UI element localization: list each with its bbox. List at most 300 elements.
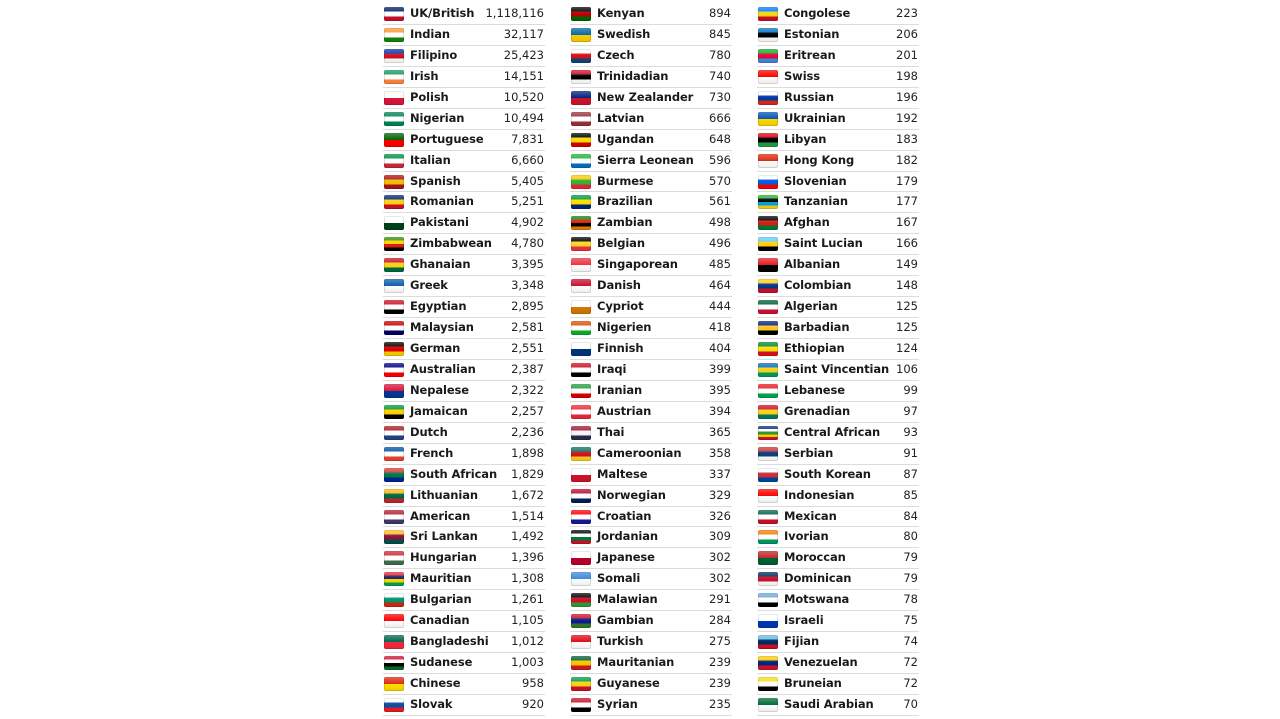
table-row: [383, 4, 545, 25]
nationality-count: 894: [709, 6, 731, 20]
nationality-name: Jamaican: [410, 403, 468, 418]
nationality-name: Saint Lucian: [784, 236, 863, 251]
trinidad-flag-icon: [571, 70, 591, 84]
nationality-name: Swiss: [784, 68, 821, 83]
nationality-name: Sri Lankan: [410, 529, 478, 544]
nationality-count: 223: [896, 6, 918, 20]
table-row: [757, 465, 919, 486]
table-row: [383, 234, 545, 255]
nationality-name: Malaysian: [410, 320, 474, 335]
nationality-name: Zambian: [597, 215, 653, 230]
iran-flag-icon: [571, 384, 591, 398]
nationality-name: Saint Vincentian: [784, 361, 890, 376]
thailand-flag-icon: [571, 426, 591, 440]
nationality-count: 485: [709, 257, 731, 272]
nationality-name: Nigerian: [410, 110, 465, 125]
denmark-flag-icon: [571, 279, 591, 293]
poland-flag-icon: [384, 91, 404, 105]
table-row: [757, 569, 919, 590]
jordan-flag-icon: [571, 530, 591, 544]
nationality-count: 358: [709, 445, 731, 460]
nationality-count: 91: [903, 445, 918, 460]
mexico-flag-icon: [758, 510, 778, 524]
table-row: [757, 130, 919, 151]
pakistan-flag-icon: [384, 216, 404, 230]
table-row: [757, 213, 919, 234]
nationality-name: Congolese: [784, 6, 851, 20]
egypt-flag-icon: [384, 300, 404, 314]
nationality-count: 3,348: [511, 278, 544, 293]
nationality-name: Tanzanian: [784, 194, 848, 209]
table-row: [383, 339, 545, 360]
nationality-name: Japanese: [597, 550, 655, 565]
mauritania-flag-icon: [571, 656, 591, 670]
table-row: [570, 360, 732, 381]
zimbabwe-flag-icon: [384, 237, 404, 251]
nationality-name: Serbian: [784, 445, 834, 460]
nationality-name: New Zealander: [597, 89, 694, 104]
table-row: [383, 276, 545, 297]
nationality-name: Albanian: [784, 257, 841, 272]
myanmar-flag-icon: [571, 175, 591, 189]
table-row: [383, 381, 545, 402]
ukraine-flag-icon: [758, 112, 778, 126]
nationality-name: Iranian: [597, 382, 643, 397]
nationality-count: 6,660: [511, 152, 544, 167]
table-row: [383, 46, 545, 67]
nationality-name: Somali: [597, 571, 641, 586]
nationality-count: 570: [709, 173, 731, 188]
nationality-name: Israeli: [784, 613, 824, 628]
nationality-count: 87: [903, 466, 918, 481]
nationality-name: Romanian: [410, 194, 474, 209]
indonesia-flag-icon: [758, 489, 778, 503]
nationality-count: 2,257: [511, 403, 544, 418]
table-row: [383, 402, 545, 423]
table-row: [570, 297, 732, 318]
nationality-count: 302: [709, 550, 731, 565]
nationality-name: Nepalese: [410, 382, 470, 397]
table-row: [757, 423, 919, 444]
nationality-count: 239: [709, 676, 731, 690]
nationality-name: Lithuanian: [410, 487, 478, 502]
nationality-count: 920: [522, 696, 544, 711]
estonia-flag-icon: [758, 28, 778, 42]
nationality-count: 78: [903, 592, 918, 607]
norway-flag-icon: [571, 489, 591, 503]
netherlands-flag-icon: [384, 426, 404, 440]
nationality-name: Thai: [597, 424, 625, 439]
nationality-count: 79: [903, 571, 918, 586]
cyprus-flag-icon: [571, 300, 591, 314]
nationality-count: 4,780: [511, 236, 544, 251]
nationality-count: 10,494: [503, 110, 544, 125]
table-row: [570, 569, 732, 590]
nationality-table: [383, 4, 919, 716]
nationality-name: Danish: [597, 278, 641, 293]
table-row: [757, 527, 919, 548]
nationality-name: Czech: [597, 47, 635, 62]
table-row: [383, 172, 545, 193]
nationality-name: French: [410, 445, 454, 460]
nationality-count: 395: [709, 382, 731, 397]
nationality-count: 166: [896, 236, 918, 251]
nationality-count: 1,261: [511, 592, 544, 607]
nationality-count: 72: [903, 676, 918, 690]
nationality-name: Singaporean: [597, 257, 678, 272]
nationality-count: 2,236: [511, 424, 544, 439]
nationality-name: Iraqi: [597, 361, 627, 376]
table-row: [570, 151, 732, 172]
nationality-count: 418: [709, 320, 731, 335]
table-row: [570, 507, 732, 528]
nationality-count: 106: [896, 361, 918, 376]
table-row: [383, 548, 545, 569]
portugal-flag-icon: [384, 133, 404, 147]
nationality-name: Ukrainian: [784, 110, 846, 125]
dominican-flag-icon: [758, 572, 778, 586]
nationality-count: 1,396: [511, 550, 544, 565]
brazil-flag-icon: [571, 195, 591, 209]
greece-flag-icon: [384, 279, 404, 293]
nationality-name: Indian: [410, 26, 450, 41]
table-row: [383, 88, 545, 109]
nationality-name: Central African: [784, 424, 881, 439]
nationality-count: 74: [903, 634, 918, 649]
nationality-name: Trinidadian: [597, 68, 669, 83]
russia-flag-icon: [758, 91, 778, 105]
table-row: [570, 67, 732, 88]
barbados-flag-icon: [758, 321, 778, 335]
table-row: [570, 276, 732, 297]
india-flag-icon: [384, 28, 404, 42]
cameroon-flag-icon: [571, 447, 591, 461]
serbia-flag-icon: [758, 447, 778, 461]
table-row: [383, 151, 545, 172]
malaysia-flag-icon: [384, 321, 404, 335]
nationality-count: 1,672: [511, 487, 544, 502]
brunei-flag-icon: [758, 677, 778, 691]
dr-congo-flag-icon: [758, 7, 778, 21]
nationality-name: Motswana: [784, 592, 850, 607]
nationality-count: 5,251: [511, 194, 544, 209]
nationality-count: 5,405: [511, 173, 544, 188]
nationality-count: 1,308: [511, 571, 544, 586]
venezuela-flag-icon: [758, 656, 778, 670]
nationality-name: Swedish: [597, 26, 651, 41]
nationality-name: German: [410, 341, 461, 355]
gambia-flag-icon: [571, 614, 591, 628]
bangladesh-flag-icon: [384, 635, 404, 649]
nationality-count: 32,117: [503, 26, 544, 41]
table-row: [757, 88, 919, 109]
table-row: [383, 695, 545, 716]
nationality-count: 75: [903, 613, 918, 628]
lithuania-flag-icon: [384, 489, 404, 503]
nationality-name: Eritrean: [784, 47, 836, 62]
nationality-name: Bulgarian: [410, 592, 472, 607]
table-row: [757, 172, 919, 193]
nationality-name: Irish: [410, 68, 439, 83]
nationality-count: 182: [896, 152, 918, 167]
nationality-count: 179: [896, 173, 918, 188]
nationality-name: Colombian: [784, 278, 852, 293]
australia-flag-icon: [384, 363, 404, 377]
usa-flag-icon: [384, 510, 404, 524]
nationality-name: Latvian: [597, 110, 645, 125]
nationality-count: 10,520: [503, 89, 544, 104]
nationality-name: Egyptian: [410, 299, 467, 314]
nationality-name: Finnish: [597, 341, 644, 355]
table-row: [570, 318, 732, 339]
nationality-name: Italian: [410, 152, 451, 167]
table-row: [757, 297, 919, 318]
czech-flag-icon: [571, 49, 591, 63]
nationality-name: Maltese: [597, 466, 648, 481]
sri-lanka-flag-icon: [384, 530, 404, 544]
table-row: [383, 109, 545, 130]
table-row: [757, 507, 919, 528]
saint-lucia-flag-icon: [758, 237, 778, 251]
nationality-count: 275: [709, 634, 731, 649]
nationality-name: Libyan: [784, 131, 827, 146]
table-row: [757, 46, 919, 67]
nationality-name: Venezuelan: [784, 655, 858, 670]
nationality-name: Cameroonian: [597, 445, 682, 460]
nationality-count: 99: [903, 382, 918, 397]
nationality-name: Bangladeshi: [410, 634, 489, 649]
table-row: [570, 486, 732, 507]
nationality-count: 596: [709, 152, 731, 167]
zambia-flag-icon: [571, 216, 591, 230]
table-row: [757, 360, 919, 381]
table-row: [570, 255, 732, 276]
nationality-count: 4,902: [511, 215, 544, 230]
nationality-count: 1,829: [511, 466, 544, 481]
nationality-count: 70: [903, 696, 918, 711]
table-row: [570, 590, 732, 611]
grenada-flag-icon: [758, 405, 778, 419]
lebanon-flag-icon: [758, 384, 778, 398]
table-row: [570, 695, 732, 716]
nationality-name: Afghan: [784, 215, 830, 230]
table-row: [757, 548, 919, 569]
sudan-flag-icon: [384, 656, 404, 670]
nationality-count: 291: [709, 592, 731, 607]
table-row: [570, 88, 732, 109]
nationality-count: 206: [896, 26, 918, 41]
nationality-count: 7,831: [511, 131, 544, 146]
nationality-name: Pakistani: [410, 215, 469, 230]
nationality-count: 97: [903, 403, 918, 418]
nationality-name: Burmese: [597, 173, 654, 188]
table-row: [570, 548, 732, 569]
israel-flag-icon: [758, 614, 778, 628]
nationality-name: Estonian: [784, 26, 840, 41]
nationality-count: 80: [903, 529, 918, 544]
table-row: [570, 674, 732, 695]
table-column-3: [757, 4, 919, 716]
fiji-flag-icon: [758, 635, 778, 649]
table-row: [757, 486, 919, 507]
saudi-arabia-flag-icon: [758, 698, 778, 712]
table-row: [383, 611, 545, 632]
nationality-name: Hong Kong: [784, 152, 855, 167]
nationality-count: 149: [896, 257, 918, 272]
table-row: [757, 339, 919, 360]
botswana-flag-icon: [758, 593, 778, 607]
nationality-name: Nigerien: [597, 320, 652, 335]
table-row: [757, 234, 919, 255]
nationality-count: 2,322: [511, 382, 544, 397]
nationality-name: Greek: [410, 278, 448, 293]
table-row: [570, 381, 732, 402]
nationality-name: Kenyan: [597, 6, 645, 20]
table-row: [570, 632, 732, 653]
nationality-name: Canadian: [410, 613, 470, 628]
iraq-flag-icon: [571, 363, 591, 377]
nationality-count: 309: [709, 529, 731, 544]
nationality-name: Norwegian: [597, 487, 666, 502]
table-row: [757, 632, 919, 653]
nationality-count: 740: [709, 68, 731, 83]
nationality-name: Saudi Arabian: [784, 696, 874, 711]
niger-flag-icon: [571, 321, 591, 335]
table-row: [383, 632, 545, 653]
nationality-count: 72: [903, 655, 918, 670]
singapore-flag-icon: [571, 258, 591, 272]
tanzania-flag-icon: [758, 195, 778, 209]
germany-flag-icon: [384, 342, 404, 356]
table-row: [757, 402, 919, 423]
nationality-name: Slovak: [410, 696, 453, 711]
finland-flag-icon: [571, 342, 591, 356]
table-row: [383, 67, 545, 88]
nationality-name: Slovenian: [784, 173, 847, 188]
table-row: [570, 339, 732, 360]
table-row: [383, 297, 545, 318]
croatia-flag-icon: [571, 510, 591, 524]
table-row: [757, 192, 919, 213]
table-row: [757, 151, 919, 172]
nationality-count: 93: [903, 424, 918, 439]
nationality-name: Bruneian: [784, 676, 842, 690]
table-row: [383, 527, 545, 548]
nationality-count: 730: [709, 89, 731, 104]
table-row: [383, 486, 545, 507]
nationality-count: 404: [709, 341, 731, 355]
nationality-name: Dominican: [784, 571, 852, 586]
table-row: [570, 465, 732, 486]
table-row: [383, 192, 545, 213]
table-row: [570, 46, 732, 67]
libya-flag-icon: [758, 133, 778, 147]
table-row: [757, 381, 919, 402]
nationality-count: 666: [709, 110, 731, 125]
nationality-count: 498: [709, 215, 731, 230]
nationality-name: Ivorian: [784, 529, 829, 544]
nationality-name: Zimbabwean: [410, 236, 492, 251]
nationality-name: Chinese: [410, 676, 461, 690]
malta-flag-icon: [571, 468, 591, 482]
japan-flag-icon: [571, 551, 591, 565]
china-flag-icon: [384, 677, 404, 691]
nationality-name: Lebanese: [784, 382, 845, 397]
ivory-coast-flag-icon: [758, 530, 778, 544]
table-row: [757, 590, 919, 611]
nationality-count: 1,012: [511, 634, 544, 649]
nationality-count: 85: [903, 487, 918, 502]
nationality-count: 25,423: [503, 47, 544, 62]
somalia-flag-icon: [571, 572, 591, 586]
italy-flag-icon: [384, 154, 404, 168]
nationality-count: 444: [709, 299, 731, 314]
nationality-count: 2,895: [511, 299, 544, 314]
nationality-count: 326: [709, 508, 731, 523]
saint-vincent-flag-icon: [758, 363, 778, 377]
table-row: [570, 527, 732, 548]
table-row: [570, 653, 732, 674]
hungary-flag-icon: [384, 551, 404, 565]
nationality-name: Cypriot: [597, 299, 644, 314]
ethiopia-flag-icon: [758, 342, 778, 356]
france-flag-icon: [384, 447, 404, 461]
kenya-flag-icon: [571, 7, 591, 21]
nationality-name: Portuguese: [410, 131, 484, 146]
nationality-name: Dutch: [410, 424, 448, 439]
nationality-name: Jordanian: [597, 529, 659, 544]
nationality-name: Croatian: [597, 508, 652, 523]
nationality-count: 239: [709, 655, 731, 670]
nationality-count: 399: [709, 361, 731, 376]
nationality-name: Turkish: [597, 634, 644, 649]
nationality-name: Polish: [410, 89, 449, 104]
table-row: [570, 130, 732, 151]
syria-flag-icon: [571, 698, 591, 712]
nationality-name: Indonesian: [784, 487, 855, 502]
nationality-count: 780: [709, 47, 731, 62]
nationality-name: South African: [410, 466, 498, 481]
table-row: [757, 444, 919, 465]
nationality-count: 1,003: [511, 655, 544, 670]
nationality-count: 1,105: [511, 613, 544, 628]
table-row: [757, 25, 919, 46]
table-row: [383, 423, 545, 444]
morocco-flag-icon: [758, 551, 778, 565]
nationality-count: 183: [896, 131, 918, 146]
nationality-name: Sudanese: [410, 655, 473, 670]
bulgaria-flag-icon: [384, 593, 404, 607]
nationality-count: 14,151: [503, 68, 544, 83]
table-row: [757, 255, 919, 276]
nationality-count: 1,514: [511, 508, 544, 523]
central-african-flag-icon: [758, 426, 778, 440]
nationality-count: 177: [896, 194, 918, 209]
nationality-name: Barbadian: [784, 320, 850, 335]
nationality-count: 958: [522, 676, 544, 690]
eritrea-flag-icon: [758, 49, 778, 63]
nationality-count: 2,551: [511, 341, 544, 355]
table-row: [383, 213, 545, 234]
gb-flag-icon: [384, 7, 404, 21]
latvia-flag-icon: [571, 112, 591, 126]
table-row: [383, 444, 545, 465]
nationality-count: 329: [709, 487, 731, 502]
nationality-name: Ethiopian: [784, 341, 845, 355]
nationality-name: Austrian: [597, 403, 652, 418]
nationality-count: 365: [709, 424, 731, 439]
nationality-count: 148: [896, 278, 918, 293]
